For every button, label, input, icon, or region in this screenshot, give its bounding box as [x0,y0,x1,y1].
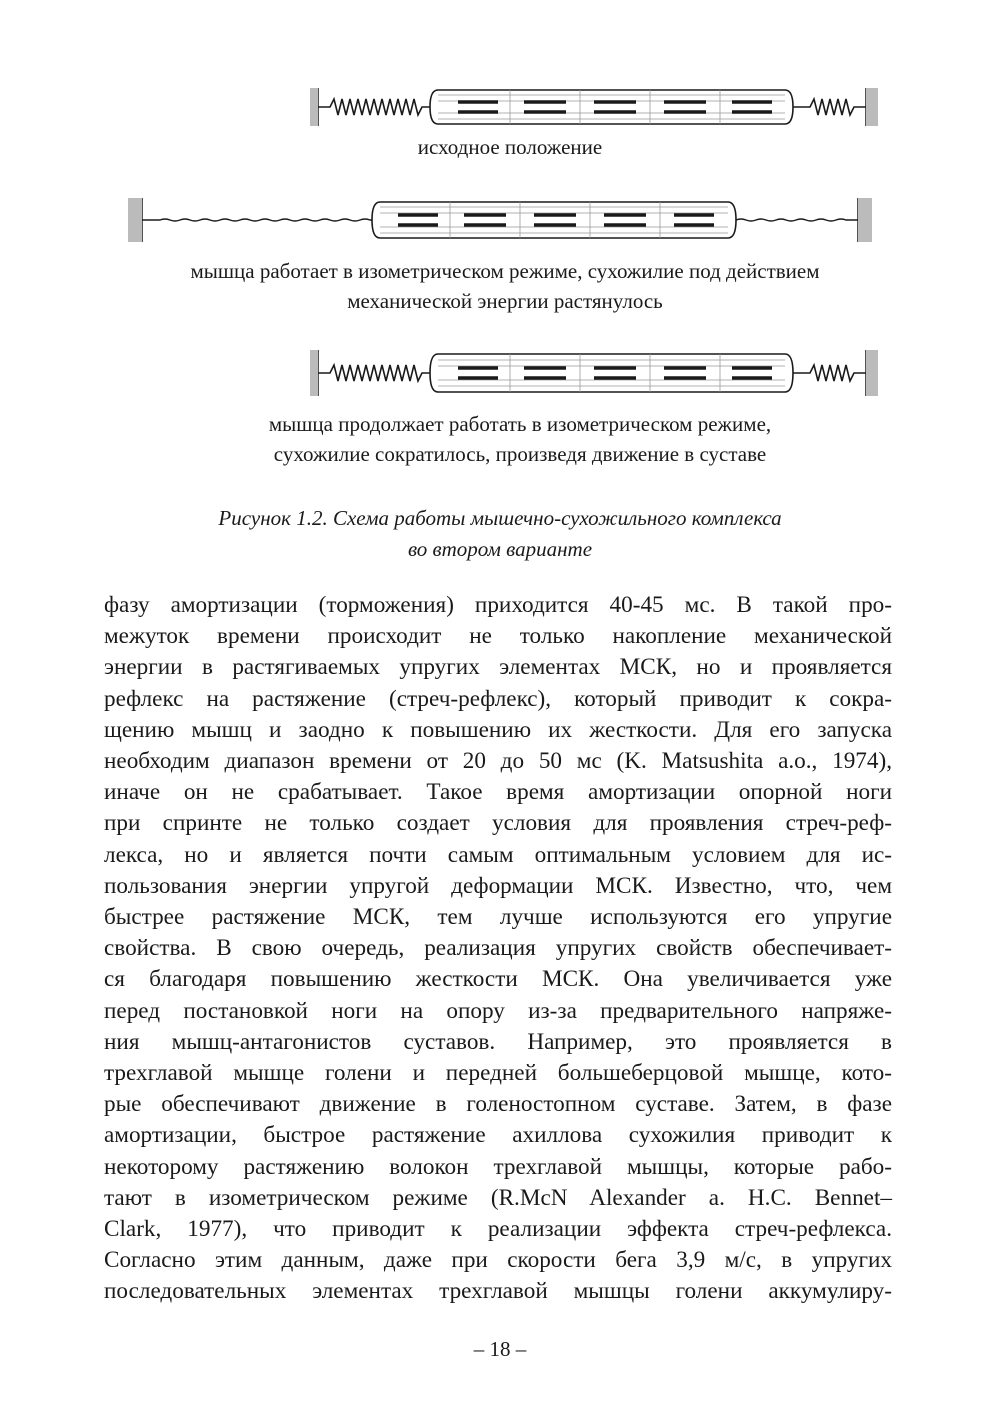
muscle-tendon-diagram-stretched [120,190,878,248]
panel-3-label-line-1: мышца продолжает работать в изометрическом режиме, [268,412,772,436]
body-text-line: лекса, но и является почти самым оптимальным условием для ис- [104,841,892,868]
figure-caption-line-1: Рисунок 1.2. Схема работы мышечно-сухожильного комплекса [218,506,782,530]
body-text-line: при спринте не только создает условия для проявления стреч-реф- [104,810,892,837]
left-wall [128,198,142,242]
muscle-tendon-diagram-contracted [310,344,885,402]
left-wall [310,350,318,396]
body-text-line: иначе он не срабатывает. Такое время амортизации опорной ноги [104,779,892,806]
muscle-tendon-diagram-initial [310,82,885,132]
body-text-line: фазу амортизации (торможения) приходится 40-45 мс. В такой про- [104,592,892,618]
panel-2-label-line-2: механической энергии растянулось [347,289,663,313]
body-text-line: ся благодаря повышению жесткости МСК. Она увеличивается уже [104,966,892,993]
right-wall [866,350,878,396]
body-text-line: тают в изометрическом режиме (R.McN Alexander a. H.C. Bennet– [104,1184,892,1211]
body-text-line: Clark, 1977), что приводит к реализации эффекта стреч-рефлекса. [104,1216,892,1243]
page-number: – 18 – [473,1337,527,1361]
figure-caption [150,503,850,565]
panel-1-label [300,132,720,162]
body-text-line: межуток времени происходит не только накопление механической [104,623,892,650]
figure-caption-line-2: во втором варианте [407,537,593,561]
right-stretched-tendon [736,219,858,221]
body-paragraph [104,590,892,1308]
body-text-line: трехглавой мышце голени и передней большеберцовой мышце, кото- [104,1060,892,1087]
body-text-line: некоторому растяжению волокон трехглавой мышцы, которые рабо- [104,1153,892,1180]
body-text-line: энергии в растягиваемых упругих элементах МСК, но и проявляется [104,654,892,681]
muscle-fiber [430,90,793,124]
left-wall [310,88,318,126]
left-stretched-tendon [142,219,372,221]
body-text-line: Согласно этим данным, даже при скорости бега 3,9 м/с, в упругих [104,1247,892,1274]
right-spring [793,99,866,115]
body-text-line: рефлекс на растяжение (стреч-рефлекс), который приводит к сокра- [104,685,892,712]
left-spring [318,365,430,381]
panel-1-label-line: исходное положение [417,135,603,159]
right-wall [866,88,878,126]
body-text-line: пользования энергии упругой деформации МСК. Известно, что, чем [104,872,892,899]
body-text-line: перед постановкой ноги на опору из-за предварительного напряже- [104,997,892,1024]
muscle-fiber [430,354,793,392]
right-spring [793,365,866,381]
body-text-line: свойства. В свою очередь, реализация упругих свойств обеспечивает- [104,935,892,962]
left-spring [318,99,430,115]
body-text-line: ния мышц-антагонистов суставов. Например, это проявляется в [104,1028,892,1055]
right-wall [858,198,872,242]
panel-3-label [210,409,830,469]
body-text-line: амортизации, быстрое растяжение ахиллова сухожилия приводит к [104,1122,892,1149]
body-text-line: рые обеспечивают движение в голеностопном суставе. Затем, в фазе [104,1091,892,1118]
panel-3-label-line-2: сухожилие сократилось, произведя движение в суставе [273,442,767,466]
body-text-line: последовательных элементах трехглавой мышцы голени аккумулиру- [104,1278,892,1305]
muscle-fiber [372,202,736,238]
body-text-line: щению мышц и заодно к повышению их жесткости. Для его запуска [104,716,892,743]
body-text-line: быстрее растяжение МСК, тем лучше используются его упругие [104,904,892,931]
body-text-line: необходим диапазон времени от 20 до 50 мс (K. Matsushita a.o., 1974), [104,748,892,775]
panel-2-label-line-1: мышца работает в изометрическом режиме, сухожилие под действием [190,259,820,283]
panel-2-label [110,256,900,316]
